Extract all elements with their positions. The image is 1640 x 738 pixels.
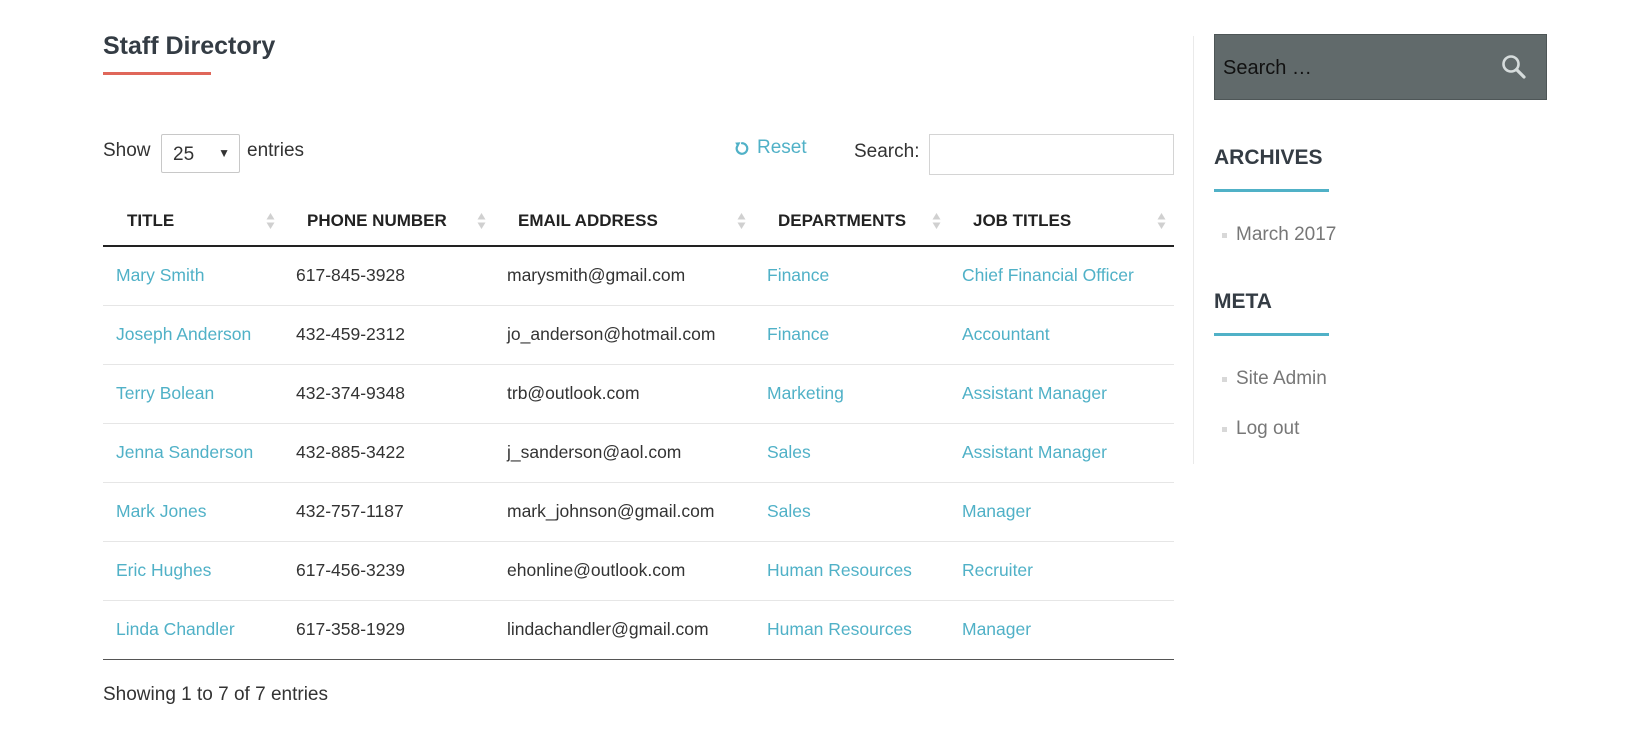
job-title-link[interactable]: Accountant xyxy=(949,305,1174,364)
sort-both-icon xyxy=(266,212,275,230)
phone-number: 432-374-9348 xyxy=(283,364,494,423)
sort-both-icon xyxy=(477,212,486,230)
phone-number: 617-358-1929 xyxy=(283,600,494,659)
meta-widget-title: META xyxy=(1214,290,1272,313)
email-address: ehonline@outlook.com xyxy=(494,541,754,600)
email-address: lindachandler@gmail.com xyxy=(494,600,754,659)
email-address: j_sanderson@aol.com xyxy=(494,423,754,482)
column-header-label: JOB TITLES xyxy=(973,210,1072,230)
bullet-icon xyxy=(1222,377,1227,382)
phone-number: 432-885-3422 xyxy=(283,423,494,482)
search-icon[interactable] xyxy=(1500,53,1528,81)
staff-name-link[interactable]: Mary Smith xyxy=(103,246,283,305)
bullet-icon xyxy=(1222,233,1227,238)
job-title-link[interactable]: Assistant Manager xyxy=(949,423,1174,482)
entries-label: entries xyxy=(247,140,305,161)
table-row xyxy=(103,541,1174,600)
meta-link-label: Log out xyxy=(1236,418,1300,439)
column-header-phone[interactable] xyxy=(283,196,494,246)
column-header-label: DEPARTMENTS xyxy=(778,210,907,230)
department-link[interactable]: Finance xyxy=(754,305,949,364)
archives-underline xyxy=(1214,189,1329,192)
meta-link-site-admin[interactable] xyxy=(1222,368,1327,390)
page-length-select[interactable] xyxy=(161,134,240,173)
table-row xyxy=(103,305,1174,364)
column-header-label: PHONE NUMBER xyxy=(307,210,447,230)
sidebar-search-form xyxy=(1214,34,1547,100)
meta-underline xyxy=(1214,333,1329,336)
table-row xyxy=(103,423,1174,482)
staff-name-link[interactable]: Linda Chandler xyxy=(103,600,283,659)
email-address: mark_johnson@gmail.com xyxy=(494,482,754,541)
chevron-down-icon: ▼ xyxy=(218,146,230,160)
table-row xyxy=(103,364,1174,423)
phone-number: 617-845-3928 xyxy=(283,246,494,305)
job-title-link[interactable]: Manager xyxy=(949,482,1174,541)
column-header-email[interactable] xyxy=(494,196,754,246)
meta-link-label: Site Admin xyxy=(1236,368,1327,389)
staff-name-link[interactable]: Joseph Anderson xyxy=(103,305,283,364)
table-row xyxy=(103,246,1174,305)
department-link[interactable]: Sales xyxy=(754,423,949,482)
table-row xyxy=(103,482,1174,541)
phone-number: 432-459-2312 xyxy=(283,305,494,364)
show-label: Show xyxy=(103,140,151,161)
column-divider xyxy=(1193,36,1194,464)
email-address: jo_anderson@hotmail.com xyxy=(494,305,754,364)
staff-table xyxy=(103,196,1174,660)
department-link[interactable]: Marketing xyxy=(754,364,949,423)
page-length-value: 25 xyxy=(173,144,195,165)
job-title-link[interactable]: Manager xyxy=(949,600,1174,659)
column-header-departments[interactable] xyxy=(754,196,949,246)
reset-label: Reset xyxy=(757,137,807,158)
staff-name-link[interactable]: Terry Bolean xyxy=(103,364,283,423)
job-title-link[interactable]: Chief Financial Officer xyxy=(949,246,1174,305)
column-header-label: EMAIL ADDRESS xyxy=(518,210,658,230)
table-header-row xyxy=(103,196,1174,246)
department-link[interactable]: Sales xyxy=(754,482,949,541)
archive-link-march-2017[interactable] xyxy=(1222,224,1336,246)
table-row xyxy=(103,600,1174,659)
sort-both-icon xyxy=(932,212,941,230)
bullet-icon xyxy=(1222,427,1227,432)
column-header-label: TITLE xyxy=(127,210,175,230)
email-address: trb@outlook.com xyxy=(494,364,754,423)
job-title-link[interactable]: Assistant Manager xyxy=(949,364,1174,423)
refresh-icon xyxy=(735,141,749,156)
department-link[interactable]: Human Resources xyxy=(754,600,949,659)
title-underline xyxy=(103,72,211,75)
staff-name-link[interactable]: Eric Hughes xyxy=(103,541,283,600)
main-content xyxy=(103,0,1177,738)
phone-number: 617-456-3239 xyxy=(283,541,494,600)
sort-both-icon xyxy=(1157,212,1166,230)
sort-both-icon xyxy=(737,212,746,230)
staff-name-link[interactable]: Jenna Sanderson xyxy=(103,423,283,482)
column-header-title[interactable] xyxy=(103,196,283,246)
sidebar-search-input[interactable]: Search … xyxy=(1223,57,1312,79)
phone-number: 432-757-1187 xyxy=(283,482,494,541)
sidebar xyxy=(1214,0,1554,738)
email-address: marysmith@gmail.com xyxy=(494,246,754,305)
department-link[interactable]: Human Resources xyxy=(754,541,949,600)
meta-link-log-out[interactable] xyxy=(1222,418,1299,440)
archive-link-label: March 2017 xyxy=(1236,224,1337,245)
staff-name-link[interactable]: Mark Jones xyxy=(103,482,283,541)
job-title-link[interactable]: Recruiter xyxy=(949,541,1174,600)
page-title: Staff Directory xyxy=(103,32,276,60)
column-header-job-titles[interactable] xyxy=(949,196,1174,246)
archives-widget-title: ARCHIVES xyxy=(1214,146,1323,169)
table-info: Showing 1 to 7 of 7 entries xyxy=(103,684,328,705)
reset-button[interactable] xyxy=(735,137,807,159)
department-link[interactable]: Finance xyxy=(754,246,949,305)
table-search-input[interactable] xyxy=(929,134,1174,175)
table-search-label: Search: xyxy=(854,141,920,162)
